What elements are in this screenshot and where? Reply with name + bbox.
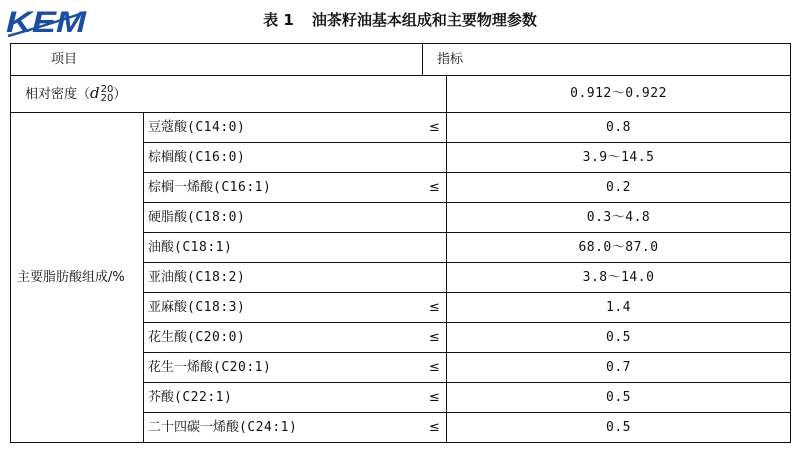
limit-symbol: ≤ xyxy=(423,353,447,383)
fatty-acid-value: 0.2 xyxy=(447,173,791,203)
acid-name: 亚麻酸 xyxy=(148,299,188,315)
fatty-acid-row xyxy=(11,113,791,143)
fatty-acid-value: 0.5 xyxy=(447,323,791,353)
acid-name: 花生酸 xyxy=(148,329,188,345)
table-title-text: 油茶籽油基本组成和主要物理参数 xyxy=(311,11,537,29)
acid-code: (C18:0) xyxy=(187,209,246,225)
density-symbol: d xyxy=(90,83,100,102)
fatty-acid-name xyxy=(144,383,423,413)
acid-name: 二十四碳一烯酸 xyxy=(148,419,240,435)
limit-symbol: ≤ xyxy=(423,383,447,413)
limit-symbol: ≤ xyxy=(423,173,447,203)
acid-name: 棕榈一烯酸 xyxy=(148,179,214,195)
group-label: 主要脂肪酸组成/% xyxy=(11,113,144,443)
fatty-acid-name xyxy=(144,263,447,293)
limit-symbol: ≤ xyxy=(423,293,447,323)
acid-code: (C14:0) xyxy=(187,119,246,135)
fatty-acid-value: 0.3～4.8 xyxy=(447,203,791,233)
oil-composition-table xyxy=(10,43,791,443)
acid-code: (C18:1) xyxy=(174,239,233,255)
fatty-acid-value: 1.4 xyxy=(447,293,791,323)
fatty-acid-value: 0.8 xyxy=(447,113,791,143)
fatty-acid-name xyxy=(144,113,423,143)
density-label-prefix: 相对密度（ xyxy=(25,86,91,102)
fatty-acid-value: 0.5 xyxy=(447,413,791,443)
acid-name: 花生一烯酸 xyxy=(148,359,214,375)
fatty-acid-value: 68.0～87.0 xyxy=(447,233,791,263)
fatty-acid-value: 0.5 xyxy=(447,383,791,413)
acid-name: 棕榈酸 xyxy=(148,149,188,165)
limit-symbol: ≤ xyxy=(423,113,447,143)
acid-name: 油酸 xyxy=(148,239,175,255)
acid-name: 芥酸 xyxy=(148,389,175,405)
fatty-acid-name xyxy=(144,143,447,173)
fatty-acid-name xyxy=(144,353,423,383)
table-title xyxy=(0,9,800,30)
density-superscript: 20 xyxy=(100,84,114,96)
density-subscript: 20 xyxy=(100,93,114,105)
acid-name: 亚油酸 xyxy=(148,269,188,285)
logo-text: KEM xyxy=(6,6,88,39)
acid-code: (C24:1) xyxy=(239,419,298,435)
header-item: 项目 xyxy=(11,44,423,76)
density-label xyxy=(11,76,447,113)
header-row xyxy=(11,44,791,76)
fatty-acid-name xyxy=(144,233,447,263)
fatty-acid-name xyxy=(144,413,423,443)
density-label-suffix: ） xyxy=(113,86,127,102)
acid-code: (C18:2) xyxy=(187,269,246,285)
fatty-acid-value: 3.9～14.5 xyxy=(447,143,791,173)
acid-code: (C20:1) xyxy=(213,359,272,375)
acid-code: (C22:1) xyxy=(174,389,233,405)
density-row xyxy=(11,76,791,113)
limit-symbol: ≤ xyxy=(423,323,447,353)
fatty-acid-name xyxy=(144,293,423,323)
density-value: 0.912～0.922 xyxy=(447,76,791,113)
header-indicator: 指标 xyxy=(423,44,791,76)
fatty-acid-name xyxy=(144,173,423,203)
acid-code: (C18:3) xyxy=(187,299,246,315)
acid-code: (C16:1) xyxy=(213,179,272,195)
limit-symbol: ≤ xyxy=(423,413,447,443)
fatty-acid-value: 3.8～14.0 xyxy=(447,263,791,293)
fatty-acid-name xyxy=(144,323,423,353)
acid-code: (C16:0) xyxy=(187,149,246,165)
acid-code: (C20:0) xyxy=(187,329,246,345)
fatty-acid-value: 0.7 xyxy=(447,353,791,383)
density-scripts xyxy=(101,85,114,103)
acid-name: 硬脂酸 xyxy=(148,209,188,225)
table-number: 表 1 xyxy=(263,11,294,29)
acid-name: 豆蔻酸 xyxy=(148,119,188,135)
fatty-acid-name xyxy=(144,203,447,233)
